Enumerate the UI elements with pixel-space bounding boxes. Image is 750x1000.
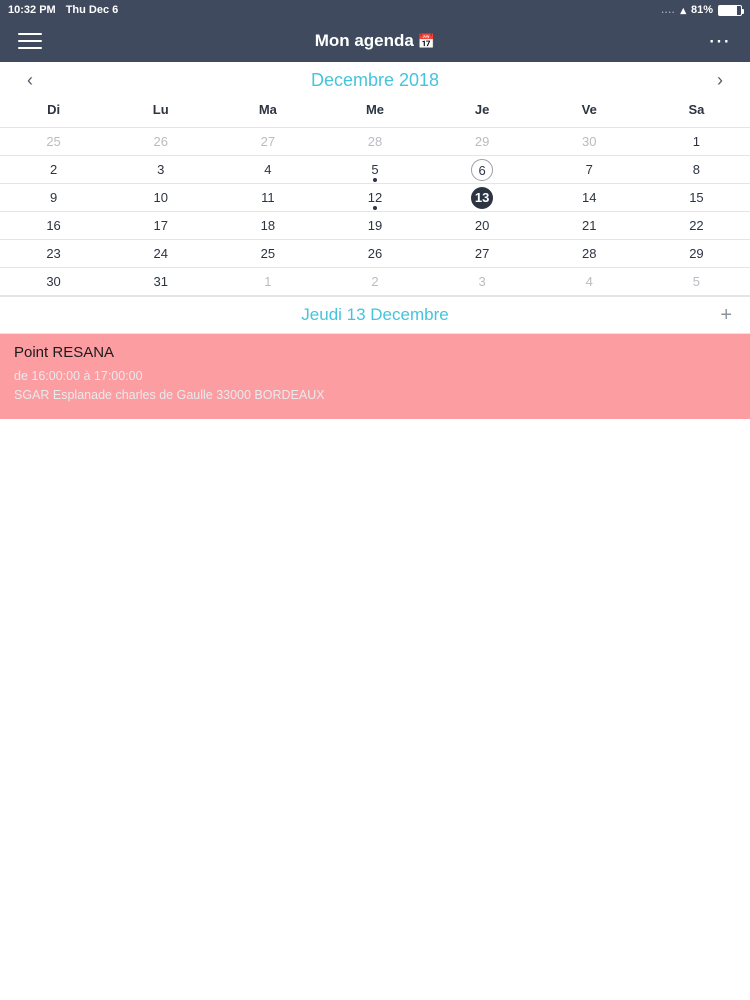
calendar-day-cell[interactable] xyxy=(0,212,107,239)
empty-area xyxy=(0,419,750,1000)
calendar-day-number: 2 xyxy=(371,273,379,289)
calendar-day-cell[interactable] xyxy=(0,240,107,267)
calendar-day-number: 15 xyxy=(689,189,704,205)
calendar-day-cell[interactable] xyxy=(429,184,536,211)
calendar-day-number: 10 xyxy=(153,189,168,205)
calendar-day-cell[interactable] xyxy=(214,212,321,239)
selected-day-bar xyxy=(0,296,750,334)
calendar-day-cell[interactable] xyxy=(643,240,750,267)
status-bar-right xyxy=(661,4,742,17)
weekday-label: Je xyxy=(474,102,490,117)
calendar-day-cell[interactable] xyxy=(0,156,107,183)
hamburger-icon[interactable] xyxy=(18,33,42,49)
calendar-day-cell[interactable] xyxy=(643,212,750,239)
calendar-day-number: 21 xyxy=(582,217,597,233)
calendar-day-number: 20 xyxy=(474,217,490,233)
calendar-day-number: 3 xyxy=(157,161,165,177)
calendar-day-number: 2 xyxy=(49,161,58,177)
calendar-day-number: 4 xyxy=(264,161,272,177)
calendar-icon: 📅 xyxy=(417,33,436,49)
calendar-day-cell[interactable] xyxy=(321,268,428,295)
month-label: Decembre 2018 xyxy=(310,69,440,90)
calendar-day-cell[interactable] xyxy=(321,240,428,267)
status-time: 10:32 PM xyxy=(8,4,56,16)
calendar-day-number: 4 xyxy=(585,273,593,289)
calendar-day-number: 25 xyxy=(260,245,276,261)
calendar-day-number: 12 xyxy=(367,189,383,205)
calendar-day-cell[interactable] xyxy=(643,184,750,211)
calendar-day-cell[interactable] xyxy=(321,212,428,239)
event-item[interactable] xyxy=(0,334,750,419)
calendar-day-number: 30 xyxy=(46,273,61,289)
next-month-button[interactable]: › xyxy=(717,69,723,90)
calendar-day-cell[interactable] xyxy=(321,156,428,183)
weekday-label: Sa xyxy=(688,102,705,117)
calendar-day-number: 29 xyxy=(689,245,704,261)
calendar-day-number: 26 xyxy=(153,133,168,149)
calendar-day-number: 14 xyxy=(582,189,597,205)
event-list xyxy=(0,334,750,419)
calendar-day-number: 25 xyxy=(46,133,61,149)
weekday-label: Lu xyxy=(152,102,169,117)
calendar-day-cell[interactable] xyxy=(429,156,536,183)
calendar-day-cell[interactable] xyxy=(536,268,643,295)
calendar-day-cell[interactable] xyxy=(214,128,321,155)
calendar-day-cell[interactable] xyxy=(643,128,750,155)
calendar-day-number: 17 xyxy=(153,217,168,233)
calendar-day-cell[interactable] xyxy=(214,268,321,295)
weekday-label: Ma xyxy=(258,102,277,117)
calendar-day-cell[interactable] xyxy=(107,128,214,155)
calendar-day-cell[interactable] xyxy=(321,184,428,211)
calendar-day-cell[interactable] xyxy=(536,156,643,183)
calendar-day-cell[interactable] xyxy=(107,184,214,211)
calendar-day-cell[interactable] xyxy=(214,156,321,183)
event-time: de 16:00:00 à 17:00:00 xyxy=(14,369,143,383)
month-header xyxy=(0,62,750,98)
event-dot-icon xyxy=(373,178,377,182)
calendar-day-cell[interactable] xyxy=(321,128,428,155)
calendar-day-cell[interactable] xyxy=(643,156,750,183)
calendar-day-number: 26 xyxy=(367,245,383,261)
calendar-day-cell[interactable] xyxy=(214,184,321,211)
add-event-button[interactable]: + xyxy=(720,304,732,326)
weekday-header xyxy=(0,98,750,127)
prev-month-button[interactable]: ‹ xyxy=(27,69,33,90)
calendar-day-cell[interactable] xyxy=(107,268,214,295)
calendar-day-cell[interactable] xyxy=(429,268,536,295)
battery-icon xyxy=(718,5,742,16)
calendar-day-number: 11 xyxy=(261,189,275,205)
calendar-day-cell[interactable] xyxy=(536,240,643,267)
calendar-day-cell[interactable] xyxy=(536,128,643,155)
calendar-day-cell[interactable] xyxy=(643,268,750,295)
calendar-day-cell[interactable] xyxy=(429,240,536,267)
calendar-day-cell[interactable] xyxy=(429,212,536,239)
calendar-day-number: 3 xyxy=(478,273,486,289)
event-title: Point RESANA xyxy=(14,344,115,361)
calendar-day-number: 5 xyxy=(692,273,701,289)
calendar-day-number: 18 xyxy=(260,217,276,233)
calendar-day-number: 16 xyxy=(46,217,61,233)
weekday-label: Me xyxy=(365,102,385,117)
signal-icon: .... xyxy=(661,5,676,15)
calendar-day-number: 27 xyxy=(474,245,490,261)
calendar-day-cell[interactable] xyxy=(107,212,214,239)
status-bar-left xyxy=(8,4,118,16)
calendar-day-number: 28 xyxy=(367,133,383,149)
battery-percent: 81% xyxy=(690,4,713,16)
calendar-day-number: 22 xyxy=(689,217,704,233)
calendar-day-cell[interactable] xyxy=(0,128,107,155)
calendar-day-cell[interactable] xyxy=(429,128,536,155)
selected-day-label: Jeudi 13 Decembre xyxy=(301,305,449,324)
calendar-grid xyxy=(0,127,750,296)
weekday-label: Di xyxy=(47,102,61,117)
calendar-day-cell[interactable] xyxy=(214,240,321,267)
calendar-day-cell[interactable] xyxy=(0,184,107,211)
wifi-icon: ▴ xyxy=(680,4,686,17)
event-location: SGAR Esplanade charles de Gaulle 33000 BORDEAUX xyxy=(14,387,325,402)
calendar-day-number: 19 xyxy=(367,217,383,233)
calendar-day-number: 30 xyxy=(582,133,597,149)
status-bar xyxy=(0,0,750,20)
calendar-day-number: 13 xyxy=(471,187,493,209)
calendar-day-number: 6 xyxy=(471,159,493,181)
calendar-day-cell[interactable] xyxy=(536,212,643,239)
event-dot-icon xyxy=(373,206,377,210)
calendar-day-cell[interactable] xyxy=(107,240,214,267)
calendar-day-number: 5 xyxy=(371,161,379,177)
status-date: Thu Dec 6 xyxy=(65,4,119,16)
calendar-day-cell[interactable] xyxy=(107,156,214,183)
calendar-day-number: 9 xyxy=(49,189,58,205)
page-title-text: Mon agenda xyxy=(314,31,414,50)
calendar-day-number: 27 xyxy=(260,133,276,149)
calendar-day-number: 1 xyxy=(692,133,701,149)
calendar-day-number: 23 xyxy=(46,245,61,261)
nav-bar xyxy=(0,20,750,62)
ellipsis-icon[interactable]: ⋯ xyxy=(708,28,732,53)
weekday-label: Ve xyxy=(581,102,597,117)
calendar-day-number: 29 xyxy=(474,133,490,149)
page-title xyxy=(0,28,750,53)
calendar-day-number: 7 xyxy=(585,161,593,177)
calendar-day-cell[interactable] xyxy=(0,268,107,295)
calendar-day-number: 1 xyxy=(264,273,272,289)
calendar-day-number: 8 xyxy=(692,161,701,177)
calendar-day-number: 28 xyxy=(582,245,597,261)
calendar-day-number: 24 xyxy=(153,245,168,261)
calendar-day-cell[interactable] xyxy=(536,184,643,211)
calendar-day-number: 31 xyxy=(153,273,168,289)
